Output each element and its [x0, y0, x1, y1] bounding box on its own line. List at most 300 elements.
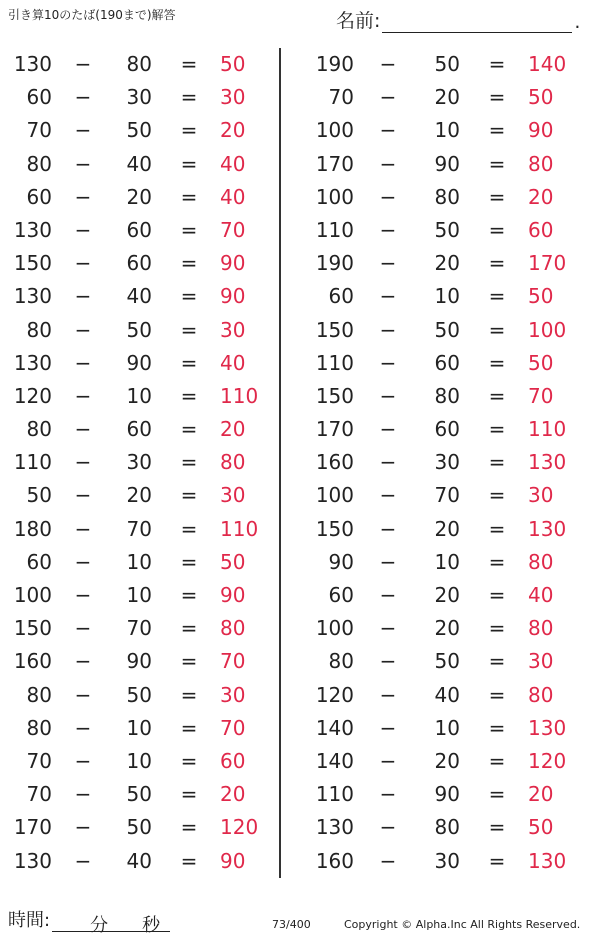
equals-sign: =	[488, 682, 506, 707]
minus-sign: −	[379, 848, 397, 873]
subtrahend: 60	[126, 251, 152, 276]
answer: 40	[220, 184, 246, 209]
minus-sign: −	[74, 151, 92, 176]
equals-sign: =	[180, 118, 198, 143]
answer: 20	[220, 782, 246, 807]
equals-sign: =	[488, 151, 506, 176]
minuend: 140	[315, 715, 354, 740]
minuend: 170	[13, 815, 52, 840]
problem-row	[300, 513, 600, 546]
problem-row	[0, 546, 276, 579]
subtrahend: 10	[126, 748, 152, 773]
minus-sign: −	[74, 184, 92, 209]
minus-sign: −	[379, 85, 397, 110]
minuend: 120	[13, 383, 52, 408]
problem-row	[300, 413, 600, 446]
answer: 130	[528, 715, 567, 740]
answer: 50	[528, 350, 554, 375]
minus-sign: −	[379, 417, 397, 442]
minuend: 150	[315, 516, 354, 541]
minus-sign: −	[74, 549, 92, 574]
problem-row	[0, 380, 276, 413]
minus-sign: −	[379, 251, 397, 276]
minuend: 130	[13, 848, 52, 873]
answer: 90	[220, 251, 246, 276]
answer: 120	[220, 815, 259, 840]
problem-row	[300, 811, 600, 844]
subtrahend: 20	[434, 251, 460, 276]
minuend: 80	[328, 649, 354, 674]
minuend: 150	[315, 383, 354, 408]
problem-row	[0, 347, 276, 380]
subtrahend: 10	[126, 583, 152, 607]
equals-sign: =	[488, 383, 506, 408]
equals-sign: =	[180, 848, 198, 873]
problem-row	[300, 380, 600, 413]
minus-sign: −	[74, 118, 92, 143]
answer: 30	[220, 85, 246, 110]
answer: 80	[528, 151, 554, 176]
problem-row	[0, 214, 276, 247]
minus-sign: −	[74, 217, 92, 242]
equals-sign: =	[488, 184, 506, 209]
answer: 50	[220, 549, 246, 574]
problem-row	[0, 314, 276, 347]
answer: 30	[528, 483, 554, 508]
answer: 90	[528, 118, 554, 143]
minus-sign: −	[379, 782, 397, 807]
answer: 130	[528, 516, 567, 541]
problem-row	[300, 347, 600, 380]
problem-row	[0, 612, 276, 645]
name-underline	[382, 12, 572, 33]
equals-sign: =	[488, 450, 506, 475]
subtrahend: 20	[434, 583, 460, 607]
time-underline	[52, 911, 170, 936]
name-field	[336, 6, 580, 33]
problem-row	[300, 81, 600, 114]
minuend: 120	[315, 682, 354, 707]
answer: 20	[220, 417, 246, 442]
answer: 90	[220, 583, 246, 607]
minus-sign: −	[74, 450, 92, 475]
minuend: 70	[26, 782, 52, 807]
minuend: 130	[13, 350, 52, 375]
subtrahend: 10	[434, 118, 460, 143]
problem-row	[300, 612, 600, 645]
problem-row	[0, 811, 276, 844]
subtrahend: 60	[434, 417, 460, 442]
problem-row	[0, 48, 276, 81]
problem-row	[0, 745, 276, 778]
equals-sign: =	[180, 583, 198, 607]
column-divider	[279, 48, 281, 878]
subtrahend: 50	[434, 317, 460, 342]
minuend: 60	[328, 583, 354, 607]
equals-sign: =	[488, 848, 506, 873]
minuend: 100	[315, 616, 354, 641]
minuend: 100	[13, 583, 52, 607]
problem-row	[0, 114, 276, 147]
subtrahend: 60	[434, 350, 460, 375]
subtrahend: 80	[126, 52, 152, 76]
problem-row	[300, 745, 600, 778]
minuend: 190	[315, 52, 354, 76]
equals-sign: =	[180, 682, 198, 707]
minuend: 60	[328, 284, 354, 309]
subtrahend: 20	[126, 184, 152, 209]
minuend: 100	[315, 118, 354, 143]
equals-sign: =	[180, 52, 198, 76]
minus-sign: −	[74, 682, 92, 707]
answer: 140	[528, 52, 567, 76]
subtrahend: 40	[126, 284, 152, 309]
problem-row	[0, 247, 276, 280]
subtrahend: 40	[126, 151, 152, 176]
problem-row	[300, 314, 600, 347]
minus-sign: −	[74, 715, 92, 740]
subtrahend: 20	[434, 516, 460, 541]
minuend: 190	[315, 251, 354, 276]
answer: 90	[220, 848, 246, 873]
answer: 40	[220, 151, 246, 176]
answer: 80	[528, 616, 554, 641]
subtrahend: 30	[126, 85, 152, 110]
problem-row	[0, 579, 276, 612]
equals-sign: =	[488, 815, 506, 840]
name-end-mark: .	[574, 11, 581, 33]
answer: 50	[220, 52, 246, 76]
answer: 20	[220, 118, 246, 143]
subtrahend: 10	[434, 549, 460, 574]
equals-sign: =	[180, 649, 198, 674]
equals-sign: =	[180, 715, 198, 740]
minus-sign: −	[74, 383, 92, 408]
minus-sign: −	[379, 483, 397, 508]
subtrahend: 40	[434, 682, 460, 707]
minus-sign: −	[379, 748, 397, 773]
answer: 80	[220, 450, 246, 475]
answer: 50	[528, 284, 554, 309]
answer: 170	[528, 251, 567, 276]
minuend: 170	[315, 417, 354, 442]
problem-row	[300, 280, 600, 313]
subtrahend: 50	[126, 682, 152, 707]
problem-row	[300, 579, 600, 612]
minuend: 170	[315, 151, 354, 176]
equals-sign: =	[180, 251, 198, 276]
minus-sign: −	[74, 317, 92, 342]
problem-row	[300, 845, 600, 878]
minus-sign: −	[379, 118, 397, 143]
equals-sign: =	[180, 549, 198, 574]
answer: 130	[528, 848, 567, 873]
minuend: 150	[13, 251, 52, 276]
subtrahend: 50	[126, 782, 152, 807]
problem-row	[300, 446, 600, 479]
minuend: 60	[26, 184, 52, 209]
minus-sign: −	[379, 649, 397, 674]
subtrahend: 70	[126, 516, 152, 541]
minus-sign: −	[74, 52, 92, 76]
subtrahend: 50	[434, 52, 460, 76]
problem-row	[300, 546, 600, 579]
minus-sign: −	[74, 815, 92, 840]
answer: 60	[528, 217, 554, 242]
problem-row	[0, 479, 276, 512]
subtrahend: 90	[126, 350, 152, 375]
equals-sign: =	[488, 516, 506, 541]
answer: 70	[220, 649, 246, 674]
time-label: 時間:	[8, 910, 51, 931]
subtrahend: 10	[434, 284, 460, 309]
answer: 70	[528, 383, 554, 408]
answer: 20	[528, 782, 554, 807]
minus-sign: −	[74, 583, 92, 607]
minuend: 130	[13, 217, 52, 242]
equals-sign: =	[180, 317, 198, 342]
equals-sign: =	[488, 350, 506, 375]
subtrahend: 20	[434, 85, 460, 110]
minus-sign: −	[74, 85, 92, 110]
name-label: 名前:	[336, 10, 381, 32]
minus-sign: −	[379, 184, 397, 209]
equals-sign: =	[180, 85, 198, 110]
problem-row	[300, 148, 600, 181]
minuend: 60	[26, 85, 52, 110]
answer: 60	[220, 748, 246, 773]
equals-sign: =	[180, 616, 198, 641]
answer: 40	[528, 583, 554, 607]
minuend: 150	[13, 616, 52, 641]
subtrahend: 50	[434, 217, 460, 242]
subtrahend: 60	[126, 417, 152, 442]
minuend: 160	[315, 848, 354, 873]
equals-sign: =	[180, 217, 198, 242]
minuend: 70	[26, 748, 52, 773]
minuend: 100	[315, 483, 354, 508]
problem-row	[0, 148, 276, 181]
minus-sign: −	[379, 317, 397, 342]
subtrahend: 90	[434, 151, 460, 176]
minus-sign: −	[74, 616, 92, 641]
problem-row	[0, 679, 276, 712]
minus-sign: −	[379, 450, 397, 475]
subtrahend: 10	[434, 715, 460, 740]
equals-sign: =	[180, 284, 198, 309]
minuend: 60	[26, 549, 52, 574]
minuend: 80	[26, 682, 52, 707]
subtrahend: 30	[126, 450, 152, 475]
subtrahend: 60	[126, 217, 152, 242]
minus-sign: −	[74, 748, 92, 773]
minus-sign: −	[379, 516, 397, 541]
subtrahend: 50	[126, 815, 152, 840]
equals-sign: =	[180, 782, 198, 807]
subtrahend: 50	[126, 317, 152, 342]
worksheet-title: 引き算10のたば(190まで)解答	[8, 8, 176, 22]
minus-sign: −	[379, 682, 397, 707]
answer: 100	[528, 317, 567, 342]
answer: 70	[220, 715, 246, 740]
minus-sign: −	[379, 217, 397, 242]
minuend: 180	[13, 516, 52, 541]
minuend: 80	[26, 151, 52, 176]
minus-sign: −	[379, 383, 397, 408]
problem-row	[300, 214, 600, 247]
equals-sign: =	[488, 748, 506, 773]
subtrahend: 10	[126, 383, 152, 408]
minuend: 110	[315, 217, 354, 242]
equals-sign: =	[488, 118, 506, 143]
answer: 30	[220, 682, 246, 707]
problem-row	[0, 645, 276, 678]
minus-sign: −	[379, 815, 397, 840]
minuend: 90	[328, 549, 354, 574]
problem-row	[0, 413, 276, 446]
equals-sign: =	[180, 483, 198, 508]
problem-row	[300, 778, 600, 811]
minuend: 70	[26, 118, 52, 143]
minutes-unit: 分	[90, 915, 109, 936]
equals-sign: =	[180, 748, 198, 773]
minuend: 80	[26, 417, 52, 442]
problem-row	[0, 446, 276, 479]
equals-sign: =	[180, 383, 198, 408]
minuend: 130	[315, 815, 354, 840]
left-problem-column	[0, 48, 276, 878]
equals-sign: =	[488, 217, 506, 242]
equals-sign: =	[488, 549, 506, 574]
problem-row	[0, 513, 276, 546]
minuend: 80	[26, 715, 52, 740]
problem-row	[300, 645, 600, 678]
equals-sign: =	[488, 483, 506, 508]
problem-row	[300, 48, 600, 81]
answer: 40	[220, 350, 246, 375]
subtrahend: 90	[126, 649, 152, 674]
problem-row	[0, 778, 276, 811]
answer: 110	[220, 383, 259, 408]
equals-sign: =	[488, 583, 506, 607]
equals-sign: =	[180, 450, 198, 475]
minus-sign: −	[74, 251, 92, 276]
problem-row	[0, 280, 276, 313]
equals-sign: =	[488, 649, 506, 674]
equals-sign: =	[488, 715, 506, 740]
equals-sign: =	[180, 184, 198, 209]
minus-sign: −	[74, 782, 92, 807]
equals-sign: =	[488, 417, 506, 442]
minus-sign: −	[74, 350, 92, 375]
subtrahend: 10	[126, 549, 152, 574]
subtrahend: 20	[126, 483, 152, 508]
copyright-notice: Copyright © Alpha.Inc All Rights Reserved.	[344, 918, 581, 931]
problem-row	[0, 712, 276, 745]
minuend: 150	[315, 317, 354, 342]
problem-row	[300, 479, 600, 512]
subtrahend: 40	[126, 848, 152, 873]
equals-sign: =	[488, 284, 506, 309]
problem-row	[300, 181, 600, 214]
answer: 80	[528, 549, 554, 574]
answer: 50	[528, 815, 554, 840]
time-field	[8, 906, 170, 936]
subtrahend: 50	[126, 118, 152, 143]
equals-sign: =	[488, 317, 506, 342]
problem-row	[300, 247, 600, 280]
minus-sign: −	[379, 52, 397, 76]
equals-sign: =	[180, 350, 198, 375]
answer: 80	[220, 616, 246, 641]
minus-sign: −	[379, 583, 397, 607]
equals-sign: =	[180, 516, 198, 541]
minus-sign: −	[74, 516, 92, 541]
minuend: 140	[315, 748, 354, 773]
answer: 30	[528, 649, 554, 674]
minus-sign: −	[379, 284, 397, 309]
equals-sign: =	[488, 85, 506, 110]
minus-sign: −	[379, 549, 397, 574]
minus-sign: −	[379, 616, 397, 641]
minuend: 100	[315, 184, 354, 209]
problem-row	[0, 181, 276, 214]
subtrahend: 30	[434, 450, 460, 475]
answer: 50	[528, 85, 554, 110]
equals-sign: =	[488, 616, 506, 641]
minus-sign: −	[379, 715, 397, 740]
minuend: 130	[13, 284, 52, 309]
equals-sign: =	[488, 782, 506, 807]
equals-sign: =	[180, 815, 198, 840]
minuend: 160	[13, 649, 52, 674]
right-problem-column	[300, 48, 600, 878]
page-number: 73/400	[272, 918, 311, 931]
subtrahend: 20	[434, 748, 460, 773]
minuend: 50	[26, 483, 52, 508]
minus-sign: −	[74, 848, 92, 873]
problem-row	[0, 845, 276, 878]
minuend: 160	[315, 450, 354, 475]
minus-sign: −	[379, 151, 397, 176]
minus-sign: −	[74, 649, 92, 674]
subtrahend: 30	[434, 848, 460, 873]
subtrahend: 70	[434, 483, 460, 508]
subtrahend: 90	[434, 782, 460, 807]
answer: 110	[528, 417, 567, 442]
minuend: 130	[13, 52, 52, 76]
minus-sign: −	[74, 417, 92, 442]
minuend: 110	[13, 450, 52, 475]
subtrahend: 80	[434, 383, 460, 408]
minus-sign: −	[74, 483, 92, 508]
answer: 80	[528, 682, 554, 707]
minus-sign: −	[74, 284, 92, 309]
minuend: 110	[315, 782, 354, 807]
answer: 30	[220, 483, 246, 508]
subtrahend: 20	[434, 616, 460, 641]
minuend: 110	[315, 350, 354, 375]
equals-sign: =	[180, 417, 198, 442]
answer: 20	[528, 184, 554, 209]
answer: 30	[220, 317, 246, 342]
problem-row	[300, 114, 600, 147]
problem-row	[0, 81, 276, 114]
problem-row	[300, 712, 600, 745]
subtrahend: 10	[126, 715, 152, 740]
minus-sign: −	[379, 350, 397, 375]
seconds-unit: 秒	[142, 915, 161, 936]
